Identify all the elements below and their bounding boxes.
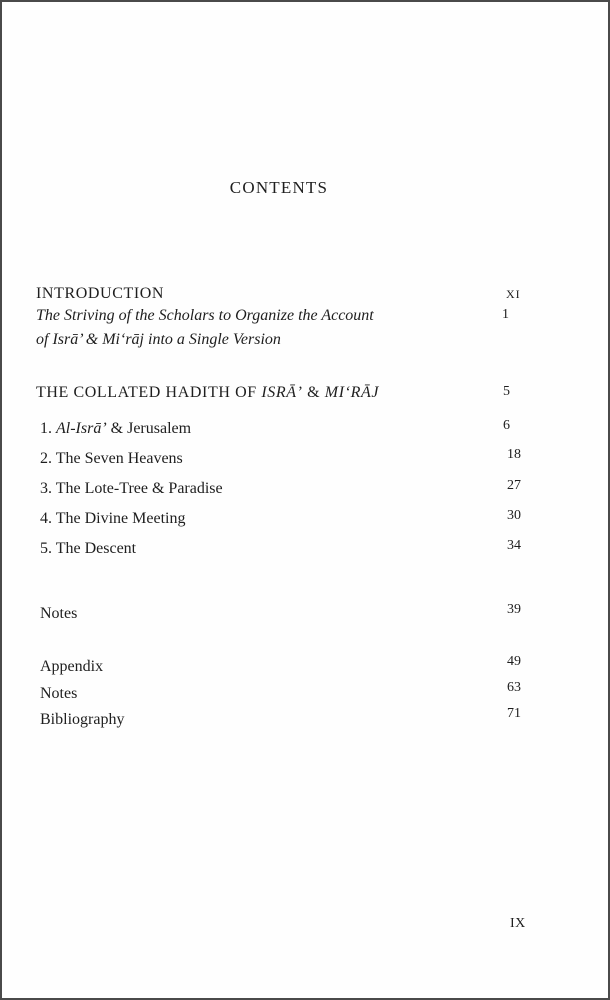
toc-entry-chapter-1: [40, 420, 191, 438]
toc-page-chapter-2: 18: [507, 447, 521, 462]
toc-entry-chapter-1-number: 1.: [40, 420, 56, 437]
toc-entry-collated-isra: ISRĀ’: [261, 384, 303, 401]
page-title: CONTENTS: [229, 178, 329, 197]
toc-page-chapter-4: 30: [507, 508, 521, 523]
toc-entry-collated-miraj: MI‘RĀJ: [324, 384, 380, 401]
toc-entry-bibliography: Bibliography: [40, 711, 125, 728]
toc-page-appendix-notes: 63: [507, 680, 521, 695]
toc-page-introduction: XI: [506, 287, 521, 301]
toc-entry-chapter-1-suffix: & Jerusalem: [106, 420, 192, 437]
toc-page-chapter-3: 27: [507, 478, 521, 493]
toc-page-notes: 39: [507, 602, 521, 617]
toc-entry-collated-prefix: THE COLLATED HADITH OF: [36, 384, 262, 401]
toc-entry-introduction: INTRODUCTION: [36, 285, 165, 302]
toc-page-striving: 1: [502, 307, 509, 322]
toc-entry-chapter-4: 4. The Divine Meeting: [40, 510, 186, 527]
toc-entry-notes: Notes: [40, 605, 78, 622]
toc-entry-appendix: Appendix: [40, 658, 104, 675]
toc-page-chapter-1: 6: [503, 418, 510, 433]
toc-page-appendix: 49: [507, 654, 521, 669]
toc-entry-collated-amp: &: [302, 384, 325, 401]
toc-entry-chapter-3: 3. The Lote-Tree & Paradise: [40, 480, 223, 497]
page-number: IX: [510, 916, 526, 931]
toc-entry-chapter-2: 2. The Seven Heavens: [40, 450, 183, 467]
toc-entry-striving-line2: of Isrā’ & Mi‘rāj into a Single Version: [36, 331, 281, 348]
toc-page-chapter-5: 34: [507, 538, 521, 553]
toc-page-collated-hadith: 5: [503, 384, 510, 399]
toc-page-bibliography: 71: [507, 706, 521, 721]
toc-entry-chapter-1-italic: Al-Isrā’: [56, 420, 107, 437]
toc-entry-striving-line1: The Striving of the Scholars to Organize the Account: [36, 307, 374, 324]
toc-entry-appendix-notes: Notes: [40, 685, 78, 702]
toc-entry-collated-hadith: [36, 384, 379, 402]
toc-entry-chapter-5: 5. The Descent: [40, 540, 137, 557]
